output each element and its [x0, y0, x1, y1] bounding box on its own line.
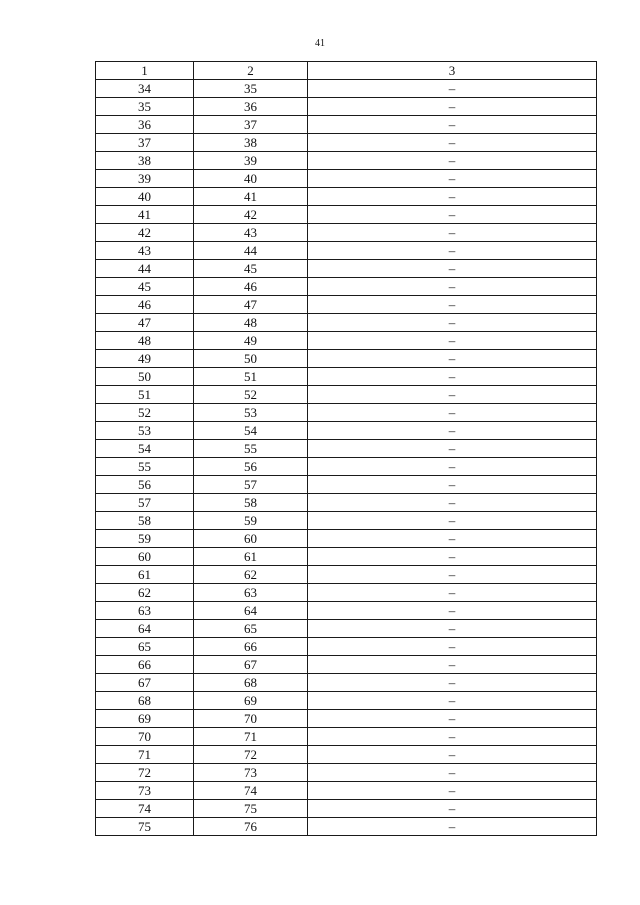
- table-cell: 52: [96, 404, 194, 422]
- table-cell: 75: [194, 800, 308, 818]
- table-cell: –: [308, 80, 597, 98]
- table-cell: 50: [96, 368, 194, 386]
- table-cell: 43: [194, 224, 308, 242]
- table-cell: –: [308, 710, 597, 728]
- table-cell: 65: [96, 638, 194, 656]
- table-cell: 48: [194, 314, 308, 332]
- table-row: [96, 638, 597, 656]
- table-cell: –: [308, 548, 597, 566]
- table-cell: 54: [194, 422, 308, 440]
- table-cell: 40: [194, 170, 308, 188]
- table-row: [96, 710, 597, 728]
- table-cell: –: [308, 818, 597, 836]
- table-cell: 59: [96, 530, 194, 548]
- table-cell: –: [308, 638, 597, 656]
- table-cell: 67: [96, 674, 194, 692]
- table-cell: 76: [194, 818, 308, 836]
- table-cell: 39: [194, 152, 308, 170]
- table-cell: –: [308, 530, 597, 548]
- table-cell: 68: [96, 692, 194, 710]
- table-row: [96, 170, 597, 188]
- table-cell: 37: [96, 134, 194, 152]
- table-cell: –: [308, 368, 597, 386]
- table-cell: 50: [194, 350, 308, 368]
- table-cell: 63: [194, 584, 308, 602]
- table-cell: 56: [194, 458, 308, 476]
- table-cell: 66: [194, 638, 308, 656]
- column-header: 3: [308, 62, 597, 80]
- table-cell: –: [308, 152, 597, 170]
- table-cell: 34: [96, 80, 194, 98]
- table-row: [96, 314, 597, 332]
- table-cell: –: [308, 800, 597, 818]
- table-row: [96, 116, 597, 134]
- table-cell: 47: [96, 314, 194, 332]
- table-cell: 44: [96, 260, 194, 278]
- table-cell: –: [308, 296, 597, 314]
- table-cell: –: [308, 746, 597, 764]
- table-cell: 36: [96, 116, 194, 134]
- table-cell: 74: [194, 782, 308, 800]
- table-cell: 57: [194, 476, 308, 494]
- table-cell: 62: [194, 566, 308, 584]
- table-row: [96, 206, 597, 224]
- table-cell: 69: [194, 692, 308, 710]
- table-cell: –: [308, 692, 597, 710]
- column-header: 2: [194, 62, 308, 80]
- table-row: [96, 368, 597, 386]
- table-row: [96, 134, 597, 152]
- table-cell: –: [308, 494, 597, 512]
- table-cell: 59: [194, 512, 308, 530]
- table-row: [96, 224, 597, 242]
- table-cell: 64: [194, 602, 308, 620]
- table-cell: –: [308, 404, 597, 422]
- table-row: [96, 296, 597, 314]
- table-cell: 73: [96, 782, 194, 800]
- page-number: 41: [315, 38, 325, 49]
- table-row: [96, 98, 597, 116]
- table-cell: –: [308, 656, 597, 674]
- table-cell: 51: [96, 386, 194, 404]
- table-cell: 62: [96, 584, 194, 602]
- table-cell: 60: [96, 548, 194, 566]
- data-table: [95, 61, 597, 836]
- table-cell: –: [308, 584, 597, 602]
- table-cell: 46: [194, 278, 308, 296]
- table-row: [96, 440, 597, 458]
- table-cell: 57: [96, 494, 194, 512]
- table-cell: –: [308, 422, 597, 440]
- table-cell: –: [308, 440, 597, 458]
- table-row: [96, 530, 597, 548]
- table-row: [96, 494, 597, 512]
- table-cell: 41: [194, 188, 308, 206]
- table-row: [96, 692, 597, 710]
- table-cell: –: [308, 224, 597, 242]
- table-cell: 74: [96, 800, 194, 818]
- table-body: [96, 62, 597, 836]
- table-cell: –: [308, 458, 597, 476]
- table-cell: –: [308, 206, 597, 224]
- table-row: [96, 386, 597, 404]
- table-cell: 70: [194, 710, 308, 728]
- table-cell: 39: [96, 170, 194, 188]
- table-row: [96, 260, 597, 278]
- table-cell: 48: [96, 332, 194, 350]
- table-row: [96, 566, 597, 584]
- table-cell: 38: [96, 152, 194, 170]
- table-cell: 45: [194, 260, 308, 278]
- table-cell: 70: [96, 728, 194, 746]
- table-cell: –: [308, 134, 597, 152]
- table-cell: 73: [194, 764, 308, 782]
- table-row: [96, 422, 597, 440]
- table-cell: 37: [194, 116, 308, 134]
- table-cell: –: [308, 332, 597, 350]
- table-cell: –: [308, 764, 597, 782]
- table-cell: –: [308, 782, 597, 800]
- table-cell: –: [308, 728, 597, 746]
- table-row: [96, 458, 597, 476]
- table-row: [96, 350, 597, 368]
- table-cell: 56: [96, 476, 194, 494]
- table-row: [96, 584, 597, 602]
- table-cell: –: [308, 98, 597, 116]
- table-row: [96, 242, 597, 260]
- table-cell: 52: [194, 386, 308, 404]
- table-cell: 54: [96, 440, 194, 458]
- table-row: [96, 188, 597, 206]
- table-cell: 64: [96, 620, 194, 638]
- table-cell: 67: [194, 656, 308, 674]
- table-row: [96, 512, 597, 530]
- table-cell: 44: [194, 242, 308, 260]
- table-cell: 36: [194, 98, 308, 116]
- table-cell: 66: [96, 656, 194, 674]
- table-cell: –: [308, 314, 597, 332]
- table-row: [96, 728, 597, 746]
- table-cell: 69: [96, 710, 194, 728]
- table-cell: 72: [96, 764, 194, 782]
- table-cell: 47: [194, 296, 308, 314]
- table-cell: 38: [194, 134, 308, 152]
- table-row: [96, 764, 597, 782]
- table-row: [96, 332, 597, 350]
- table-cell: –: [308, 188, 597, 206]
- table-row: [96, 80, 597, 98]
- table-row: [96, 746, 597, 764]
- table-row: [96, 818, 597, 836]
- table-cell: 72: [194, 746, 308, 764]
- table-row: [96, 548, 597, 566]
- table-cell: 58: [96, 512, 194, 530]
- table-row: [96, 656, 597, 674]
- table-cell: 61: [194, 548, 308, 566]
- table-cell: –: [308, 602, 597, 620]
- table-cell: 53: [194, 404, 308, 422]
- table-row: [96, 404, 597, 422]
- table-cell: 35: [96, 98, 194, 116]
- table-row: [96, 800, 597, 818]
- table-row: [96, 476, 597, 494]
- table-cell: 65: [194, 620, 308, 638]
- table-row: [96, 278, 597, 296]
- table-cell: 35: [194, 80, 308, 98]
- table-cell: 40: [96, 188, 194, 206]
- table-header-row: [96, 62, 597, 80]
- table-cell: 43: [96, 242, 194, 260]
- table-cell: 41: [96, 206, 194, 224]
- table-row: [96, 152, 597, 170]
- table-cell: –: [308, 674, 597, 692]
- table-cell: –: [308, 620, 597, 638]
- table-cell: –: [308, 566, 597, 584]
- table-cell: 68: [194, 674, 308, 692]
- table-cell: –: [308, 242, 597, 260]
- table-cell: 49: [194, 332, 308, 350]
- table-row: [96, 602, 597, 620]
- table-cell: 55: [96, 458, 194, 476]
- table-row: [96, 782, 597, 800]
- table-cell: 63: [96, 602, 194, 620]
- table-row: [96, 620, 597, 638]
- table-cell: –: [308, 512, 597, 530]
- table-cell: 75: [96, 818, 194, 836]
- column-header: 1: [96, 62, 194, 80]
- table-cell: –: [308, 170, 597, 188]
- table-cell: 51: [194, 368, 308, 386]
- table-cell: 49: [96, 350, 194, 368]
- table-cell: 42: [194, 206, 308, 224]
- table-cell: –: [308, 386, 597, 404]
- table-cell: 42: [96, 224, 194, 242]
- table-cell: –: [308, 260, 597, 278]
- table-row: [96, 674, 597, 692]
- table-cell: –: [308, 350, 597, 368]
- table-cell: –: [308, 116, 597, 134]
- table-cell: –: [308, 278, 597, 296]
- table-cell: 55: [194, 440, 308, 458]
- table-cell: 45: [96, 278, 194, 296]
- table-cell: 53: [96, 422, 194, 440]
- table-cell: 60: [194, 530, 308, 548]
- table-cell: 61: [96, 566, 194, 584]
- table-cell: 46: [96, 296, 194, 314]
- table-cell: 58: [194, 494, 308, 512]
- table-cell: –: [308, 476, 597, 494]
- table-cell: 71: [96, 746, 194, 764]
- table-cell: 71: [194, 728, 308, 746]
